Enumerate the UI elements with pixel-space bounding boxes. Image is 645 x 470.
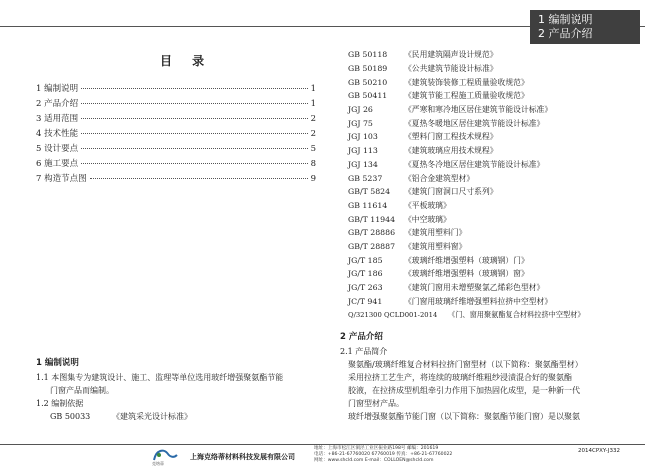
toc-item[interactable]: [36, 97, 316, 112]
std-code: GB/T 11944: [348, 214, 396, 224]
footer-doc-code: 2014CPXY-J332: [578, 448, 621, 454]
standard-row: [348, 158, 608, 172]
std-code: JG/T 263: [348, 283, 383, 293]
std-name: 《民用建筑隔声设计规范》: [404, 50, 498, 60]
toc-item[interactable]: [36, 157, 316, 172]
toc-leader: [90, 178, 308, 179]
section-2-line: 聚氨酯/玻璃纤维复合材料拉挤门窗型材（以下简称：聚氨酯型材）: [348, 360, 583, 369]
standard-row: [348, 185, 608, 199]
standard-row: [348, 75, 608, 89]
standard-row: [348, 199, 608, 213]
std-name: 《建筑节能工程施工质量验收规范》: [404, 91, 529, 101]
footer-contact-web: 网址：www.shcld.com E-mail：COLLOEN@shcld.com: [314, 458, 434, 463]
std-code: JGJ 113: [348, 146, 378, 156]
std-code: JGJ 134: [348, 159, 378, 169]
std-name: 《夏热冬暖地区居住建筑节能设计标准》: [404, 118, 545, 128]
std-code: GB/T 28886: [348, 228, 396, 238]
std-name: 《建筑装饰装修工程质量验收规范》: [404, 77, 529, 87]
std-name: 《建筑采光设计标准》: [112, 412, 192, 421]
toc-item-label: 3 适用范围: [36, 114, 79, 124]
section-1-heading: 1 编制说明: [36, 358, 79, 368]
toc-item[interactable]: [36, 127, 316, 142]
standard-row: [348, 240, 608, 254]
toc-leader: [81, 163, 307, 164]
std-name: 《建筑门窗用未增塑聚氯乙烯彩色型材》: [404, 283, 545, 293]
footer-contact-address: 地址：上海市松江区洞泾工业区振业路198号 邮编：201619: [314, 446, 439, 451]
toc-leader: [81, 133, 307, 134]
standard-row: [348, 226, 608, 240]
standard-row: [348, 308, 608, 322]
toc-item-label: 4 技术性能: [36, 129, 79, 139]
toc-item[interactable]: [36, 142, 316, 157]
std-name: 《玻璃纤维增强塑料（玻璃钢）窗》: [404, 269, 529, 279]
toc-item-label: 2 产品介绍: [36, 99, 79, 109]
toc-leader: [81, 148, 307, 149]
logo-text: 克络蒂: [152, 461, 164, 466]
toc-item-page: 8: [310, 159, 316, 169]
std-name: 《建筑用塑料窗》: [404, 241, 467, 251]
standard-row: [348, 294, 608, 308]
standard-row: [348, 103, 608, 117]
toc-item-label: 1 编制说明: [36, 84, 79, 94]
std-name: 《严寒和寒冷地区居住建筑节能设计标准》: [404, 105, 553, 115]
toc-item-page: 9: [310, 174, 316, 184]
standard-row: [348, 253, 608, 267]
standard-row: [348, 144, 608, 158]
footer-rule: [0, 444, 645, 445]
std-code: GB 50189: [348, 64, 388, 74]
toc-leader: [81, 88, 307, 89]
std-code: GB 50210: [348, 77, 388, 87]
section-1-p1-line1: 1.1 本图集专为建筑设计、施工、监理等单位选用玻纤增强聚氨酯节能: [36, 373, 284, 382]
std-name: 《建筑玻璃应用技术规程》: [404, 146, 498, 156]
toc-title: 目 录: [160, 54, 213, 68]
section-1-standard-row: [36, 410, 326, 423]
section-2-line: 胶液，在拉挤成型机组牵引力作用下加热固化成型，是一种新一代: [348, 386, 580, 395]
toc-list: [36, 82, 316, 187]
toc-item[interactable]: [36, 82, 316, 97]
std-name: 《建筑门窗洞口尺寸系列》: [404, 187, 498, 197]
section-2-line: 门窗型材产品。: [348, 399, 404, 408]
std-code: GB 50411: [348, 91, 388, 101]
section-2-line: 玻纤增强聚氨酯节能门窗（以下简称：聚氨酯节能门窗）是以聚氨: [348, 412, 580, 421]
standard-row: [348, 48, 608, 62]
std-code: GB 5237: [348, 173, 383, 183]
toc-item-label: 5 设计要点: [36, 144, 79, 154]
toc-item[interactable]: [36, 112, 316, 127]
section-2-heading: 2 产品介绍: [340, 332, 383, 342]
toc-item-page: 1: [310, 84, 316, 94]
standard-row: [348, 130, 608, 144]
section-1-p1-line2: 门窗产品而编制。: [50, 386, 114, 395]
std-code: JG/T 186: [348, 269, 383, 279]
standard-row: [348, 171, 608, 185]
toc-item[interactable]: [36, 172, 316, 187]
std-code: JC/T 941: [348, 296, 383, 306]
toc-item-label: 7 构造节点图: [36, 174, 87, 184]
section-2-sub: 2.1 产品简介: [340, 347, 388, 356]
section-1-p2: 1.2 编制依据: [36, 399, 84, 408]
std-code: JGJ 26: [348, 105, 373, 115]
toc-leader: [81, 103, 307, 104]
section-1-body: [36, 371, 326, 423]
header-section-box: [530, 10, 640, 44]
std-code: Q/321300 QCLD001-2014: [348, 310, 438, 319]
footer-company: 上海克络蒂材料科技发展有限公司: [190, 453, 295, 461]
company-logo-icon: [150, 446, 180, 466]
std-name: 《公共建筑节能设计标准》: [404, 64, 498, 74]
header-line-1: 1 编制说明: [538, 13, 593, 26]
toc-leader: [81, 118, 307, 119]
footer-contact-phone: 电话：+86-21-67760020 67760019 传真：+86-21-67760022: [314, 452, 453, 457]
std-name: 《建筑用塑料门》: [404, 228, 467, 238]
std-name: 《塑料门窗工程技术规程》: [404, 132, 498, 142]
std-code: GB/T 28887: [348, 241, 396, 251]
toc-item-page: 1: [310, 99, 316, 109]
std-name: 《门、窗用聚氨酯复合材料拉挤中空型材》: [448, 309, 585, 319]
toc-item-page: 2: [310, 129, 316, 139]
std-name: 《平板玻璃》: [404, 200, 451, 210]
standards-list: [348, 48, 608, 322]
standard-row: [348, 62, 608, 76]
std-name: 《铝合金建筑型材》: [404, 173, 475, 183]
std-code: GB 50033: [50, 412, 91, 421]
section-2-line: 采用拉挤工艺生产，将连续的玻璃纤维粗纱浸渍混合好的聚氨酯: [348, 373, 572, 382]
standard-row: [348, 267, 608, 281]
footer-contact: [314, 446, 452, 464]
standard-row: [348, 116, 608, 130]
standard-row: [348, 212, 608, 226]
std-name: 《中空玻璃》: [404, 214, 451, 224]
section-2-body: [340, 345, 635, 423]
std-code: GB 11614: [348, 200, 388, 210]
std-name: 《夏热冬冷地区居住建筑节能设计标准》: [404, 159, 545, 169]
std-code: JGJ 75: [348, 118, 373, 128]
std-code: GB/T 5824: [348, 187, 391, 197]
std-code: JGJ 103: [348, 132, 378, 142]
std-code: JG/T 185: [348, 255, 383, 265]
toc-item-label: 6 施工要点: [36, 159, 79, 169]
std-name: 《门窗用玻璃纤维增强塑料拉挤中空型材》: [404, 296, 553, 306]
standard-row: [348, 89, 608, 103]
toc-item-page: 5: [310, 144, 316, 154]
standard-row: [348, 281, 608, 295]
header-line-2: 2 产品介绍: [538, 27, 593, 40]
std-name: 《玻璃纤维增强塑料（玻璃钢）门》: [404, 255, 529, 265]
toc-item-page: 2: [310, 114, 316, 124]
std-code: GB 50118: [348, 50, 388, 60]
